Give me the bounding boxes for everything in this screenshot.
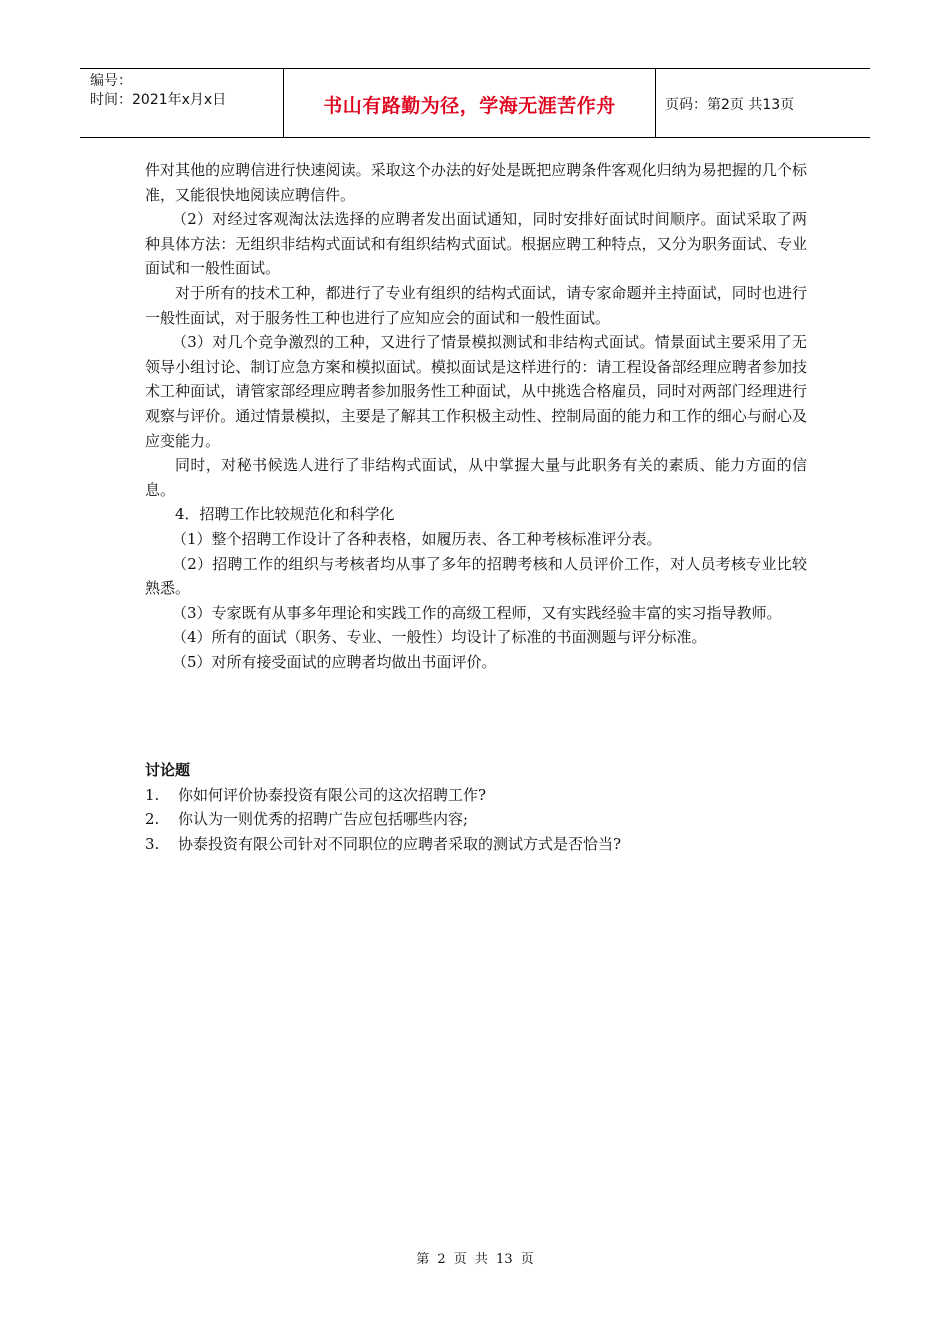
discussion-question bbox=[145, 807, 807, 832]
discussion-title: 讨论题 bbox=[145, 761, 191, 779]
discussion-question bbox=[145, 832, 807, 857]
body-paragraph: （2）招聘工作的组织与考核者均从事了多年的招聘考核和人员评价工作，对人员考核专业比较熟悉。 bbox=[145, 554, 807, 598]
page-footer: 第 2 页 共 13 页 bbox=[416, 1252, 534, 1267]
header-page-code: 页码：第2页 共13页 bbox=[665, 97, 795, 113]
body-paragraph: 同时，对秘书候选人进行了非结构式面试，从中掌握大量与此职务有关的素质、能力方面的信息。 bbox=[145, 456, 807, 499]
body-paragraph: （4）所有的面试（职务、专业、一般性）均设计了标准的书面测题与评分标准。 bbox=[172, 628, 707, 647]
body-paragraph: （5）对所有接受面试的应聘者均做出书面评价。 bbox=[172, 652, 497, 671]
header-page-cell bbox=[655, 69, 870, 137]
body-paragraph: （1）整个招聘工作设计了各种表格，如履历表、各工种考核标准评分表。 bbox=[172, 529, 662, 548]
question-number: 2. bbox=[145, 810, 160, 829]
header-meta-cell bbox=[80, 69, 283, 137]
question-text: 协泰投资有限公司针对不同职位的应聘者采取的测试方式是否恰当? bbox=[178, 834, 622, 853]
question-text: 你如何评价协泰投资有限公司的这次招聘工作? bbox=[178, 785, 487, 804]
question-number: 1. bbox=[145, 785, 160, 804]
body-paragraph: （2）对经过客观淘汰法选择的应聘者发出面试通知，同时安排好面试时间顺序。面试采取了两种具体方法：无组织非结构式面试和有组织结构式面试。根据应聘工种特点，又分为职务面试、专业面试和一般性面试。 bbox=[145, 210, 807, 278]
document-date-label: 时间：2021年x月x日 bbox=[90, 92, 227, 108]
section-heading: 4．招聘工作比较规范化和科学化 bbox=[175, 505, 395, 524]
header-motto-cell bbox=[283, 69, 656, 137]
question-text: 你认为一则优秀的招聘广告应包括哪些内容; bbox=[178, 810, 469, 829]
body-paragraph: 对于所有的技术工种，都进行了专业有组织的结构式面试，请专家命题并主持面试，同时也进行一般性面试，对于服务性工种也进行了应知应会的面试和一般性面试。 bbox=[145, 283, 807, 327]
question-number: 3. bbox=[145, 834, 160, 853]
document-body bbox=[145, 158, 807, 674]
body-paragraph: （3）对几个竞争激烈的工种，又进行了情景模拟测试和非结构式面试。情景面试主要采用了无领导小组讨论、制订应急方案和模拟面试。模拟面试是这样进行的：请工程设备部经理应聘者参加技术工种面试，请管家部经理应聘者参加服务性工种面试，从中挑选合格雇员，同时对两部门经理进行观察与评价。通过情景模拟，主要是了解其工作积极主动性、控制局面的能力和工作的细心与耐心及应变能力。 bbox=[145, 333, 807, 450]
header-motto: 书山有路勤为径，学海无涯苦作舟 bbox=[323, 95, 616, 117]
page-header bbox=[80, 68, 870, 138]
discussion-section bbox=[145, 758, 807, 856]
body-paragraph: 件对其他的应聘信进行快速阅读。采取这个办法的好处是既把应聘条件客观化归纳为易把握的几个标准，又能很快地阅读应聘信件。 bbox=[145, 161, 807, 204]
discussion-question bbox=[145, 783, 807, 808]
body-paragraph: （3）专家既有从事多年理论和实践工作的高级工程师，又有实践经验丰富的实习指导教师。 bbox=[172, 603, 782, 622]
document-number-label: 编号： bbox=[90, 73, 132, 89]
